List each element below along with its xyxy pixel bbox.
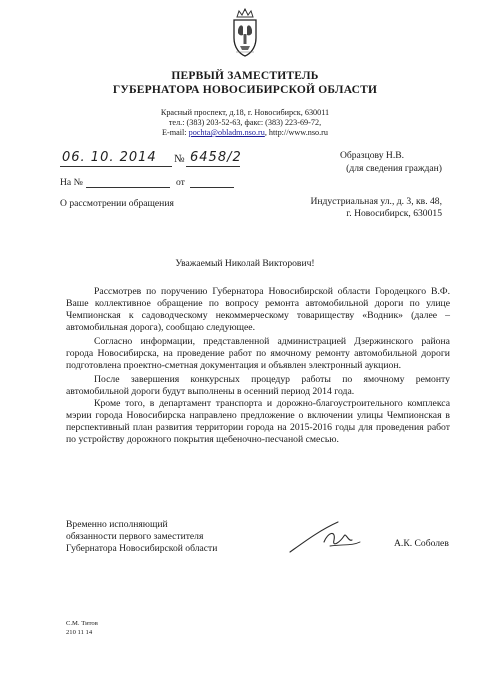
signatory-position-line3: Губернатора Новосибирской области [66, 543, 218, 554]
reference-number-line [86, 187, 170, 188]
website-link[interactable]: http://www.nso.ru [268, 128, 328, 137]
signatory-position-line1: Временно исполняющий [66, 519, 168, 530]
number-underline [186, 166, 240, 167]
reference-number-label: На № [60, 177, 83, 188]
reference-date-line [190, 187, 234, 188]
recipient-address-line1: Индустриальная ул., д. 3, кв. 48, [310, 196, 442, 207]
header-contacts [0, 128, 490, 139]
header-title-line2: ГУБЕРНАТОРА НОВОСИБИРСКОЙ ОБЛАСТИ [112, 84, 378, 96]
greeting: Уважаемый Николай Викторович! [175, 258, 315, 269]
subject: О рассмотрении обращения [60, 198, 174, 209]
executor-name: С.М. Титов [66, 620, 98, 627]
recipient-name [262, 150, 448, 162]
contacts-separator: , [264, 128, 269, 137]
paragraph-1: Рассмотрев по поручению Губернатора Новосибирской области Городецкого В.Ф. Ваше коллективное обращение по вопросу ремонта автомобильной дороги по улице Чемпионская к садоводческому некоммерческому товариществу «Водник» (далее – автомобильная дорога), сообщаю следующее. [66, 286, 450, 333]
recipient-note: (для сведения граждан) [346, 163, 442, 174]
signatory-position-line2: обязанности первого заместителя [66, 531, 204, 542]
paragraph-2: Согласно информации, представленной администрацией Дзержинского района города Новосибирска, на проведение работ по ямочному ремонту автомобильной дороги подготовлена проектно-сметная документация и объявлен электронный аукцион. [66, 336, 450, 371]
outgoing-number-sign: № [174, 153, 185, 165]
date-underline [60, 166, 172, 167]
paragraph-4: Кроме того, в департамент транспорта и дорожно-благоустроительного комплекса мэрии города Новосибирска направлено предложение о включении улицы Чемпионская в перспективный план развития территории города на 2015-2016 годы для проведения работ по устройству дорожного покрытия щебеночно-песчаной смесью. [66, 398, 450, 445]
outgoing-number: 6458/2 [190, 150, 242, 165]
header-title-line1: ПЕРВЫЙ ЗАМЕСТИТЕЛЬ [171, 70, 319, 82]
paragraph-3: После завершения конкурсных процедур работы по ямочному ремонту автомобильной дороги будут выполнены в осенний период 2014 года. [66, 374, 450, 397]
header-address: Красный проспект, д.18, г. Новосибирск, 630011 [160, 108, 330, 117]
header-phones: тел.: (383) 203-52-63, факс: (383) 223-69-72, [168, 118, 322, 127]
reference-date-label: от [176, 177, 185, 188]
executor-phone: 210 11 14 [66, 629, 93, 636]
recipient-address-line2: г. Новосибирск, 630015 [346, 208, 442, 219]
recipient-name-text: Образцову Н.В. [339, 150, 405, 161]
email-link[interactable]: pochta@obladm.nso.ru [188, 128, 265, 137]
email-label: E-mail: [162, 128, 189, 137]
signatory-name: А.К. Соболев [394, 538, 449, 549]
coat-of-arms-emblem [228, 8, 262, 60]
handwritten-signature [286, 512, 382, 560]
outgoing-date: 06. 10. 2014 [62, 150, 157, 165]
letter-body [66, 286, 450, 446]
